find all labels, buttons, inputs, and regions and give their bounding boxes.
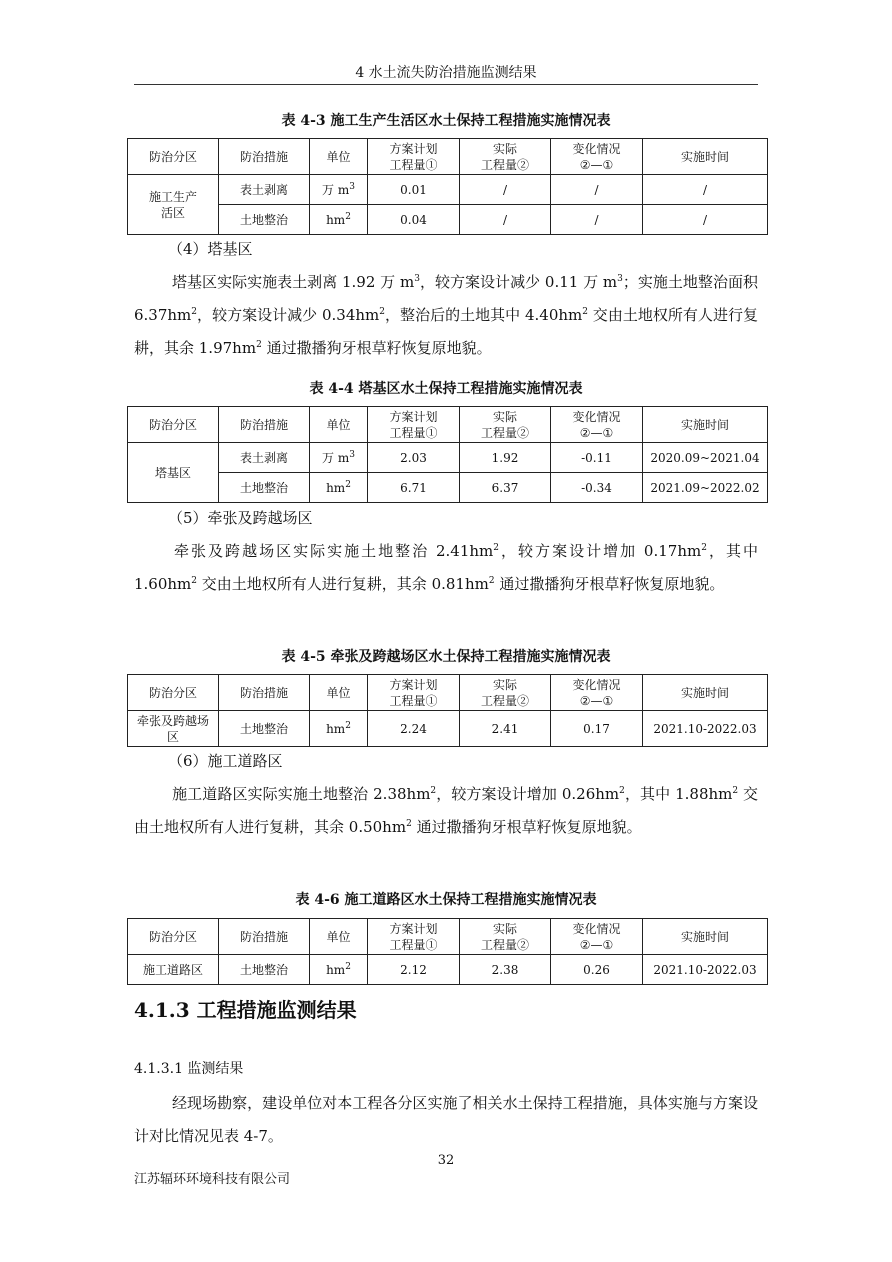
col-header: 实际 工程量②: [460, 919, 551, 955]
change-cell: -0.34: [551, 473, 643, 503]
measure-cell: 表土剥离: [219, 175, 310, 205]
col-header: 变化情况 ②—①: [551, 919, 643, 955]
planned-cell: 2.24: [368, 711, 460, 747]
change-cell: /: [551, 205, 643, 235]
col-header: 防治措施: [219, 139, 310, 175]
col-header: 防治措施: [219, 675, 310, 711]
planned-cell: 0.04: [368, 205, 460, 235]
planned-cell: 6.71: [368, 473, 460, 503]
col-header: 防治分区: [128, 919, 219, 955]
subsection-title: 4.1.3.1 监测结果: [134, 1061, 244, 1077]
table-row: [128, 443, 768, 473]
table-header-row: [128, 139, 768, 175]
time-cell: 2021.10-2022.03: [643, 955, 768, 985]
actual-cell: 2.38: [460, 955, 551, 985]
planned-cell: 2.12: [368, 955, 460, 985]
table-row: [128, 205, 768, 235]
section-6-heading: （6）施工道路区: [168, 752, 283, 770]
col-header: 实施时间: [643, 139, 768, 175]
table-row: [128, 955, 768, 985]
col-header: 实施时间: [643, 407, 768, 443]
col-header: 防治分区: [128, 139, 219, 175]
table-4-3-caption: 表 4-3 施工生产生活区水土保持工程措施实施情况表: [281, 113, 611, 129]
col-header: 防治措施: [219, 407, 310, 443]
col-header: 单位: [310, 675, 368, 711]
col-header: 方案计划 工程量①: [368, 407, 460, 443]
unit-cell: $hm^2$: [310, 711, 368, 747]
measure-cell: 土地整治: [219, 711, 310, 747]
time-cell: 2020.09~2021.04: [643, 443, 768, 473]
time-cell: /: [643, 175, 768, 205]
unit-cell: 万 $m^3$: [310, 175, 368, 205]
change-cell: -0.11: [551, 443, 643, 473]
table-row: [128, 711, 768, 747]
col-header: 变化情况 ②—①: [551, 407, 643, 443]
col-header: 单位: [310, 139, 368, 175]
section-4-paragraph: 塔基区实际实施表土剥离 1.92 万 $m^3$，较方案设计减少 0.11 万 $m^3$；实施土地整治面积 $6.37hm^2$，较方案设计减少 $0.34hm^2$，整治后的土地其中 $4.40hm^2$ 交由土地权所有人进行复耕，其余 $1.97hm^2$ 通过撒播狗牙根草籽恢复原地貌。: [134, 273, 758, 357]
measure-cell: 土地整治: [219, 955, 310, 985]
table-4-6-caption: 表 4-6 施工道路区水土保持工程措施实施情况表: [295, 892, 597, 908]
page-number: 32: [437, 1153, 455, 1168]
time-cell: 2021.10-2022.03: [643, 711, 768, 747]
change-cell: 0.17: [551, 711, 643, 747]
table-row: [128, 473, 768, 503]
zone-cell: 牵张及跨越场 区: [128, 711, 219, 747]
planned-cell: 2.03: [368, 443, 460, 473]
col-header: 方案计划 工程量①: [368, 675, 460, 711]
table-header-row: [128, 919, 768, 955]
zone-cell: 施工道路区: [128, 955, 219, 985]
col-header: 实际 工程量②: [460, 407, 551, 443]
time-cell: 2021.09~2022.02: [643, 473, 768, 503]
unit-cell: $hm^2$: [310, 205, 368, 235]
table-4-4-caption: 表 4-4 塔基区水土保持工程措施实施情况表: [309, 381, 583, 397]
final-paragraph: 经现场勘察，建设单位对本工程各分区实施了相关水土保持工程措施，具体实施与方案设计对比情况见表 4-7。: [134, 1094, 758, 1145]
col-header: 单位: [310, 407, 368, 443]
col-header: 实际 工程量②: [460, 139, 551, 175]
table-header-row: [128, 407, 768, 443]
table-header-row: [128, 675, 768, 711]
col-header: 变化情况 ②—①: [551, 675, 643, 711]
unit-cell: $hm^2$: [310, 473, 368, 503]
actual-cell: /: [460, 205, 551, 235]
col-header: 单位: [310, 919, 368, 955]
section-6-paragraph: 施工道路区实际实施土地整治 $2.38hm^2$，较方案设计增加 $0.26hm^2$，其中 $1.88hm^2$ 交由土地权所有人进行复耕，其余 $0.50hm^2$ 通过撒播狗牙根草籽恢复原地貌。: [134, 785, 758, 836]
actual-cell: 6.37: [460, 473, 551, 503]
measure-cell: 表土剥离: [219, 443, 310, 473]
time-cell: /: [643, 205, 768, 235]
planned-cell: 0.01: [368, 175, 460, 205]
col-header: 方案计划 工程量①: [368, 919, 460, 955]
actual-cell: 2.41: [460, 711, 551, 747]
col-header: 实施时间: [643, 919, 768, 955]
section-title: 4.1.3 工程措施监测结果: [134, 998, 357, 1022]
company-name: 江苏辐环环境科技有限公司: [134, 1172, 291, 1187]
col-header: 实际 工程量②: [460, 675, 551, 711]
section-4-heading: （4）塔基区: [168, 240, 253, 258]
actual-cell: /: [460, 175, 551, 205]
measure-cell: 土地整治: [219, 205, 310, 235]
section-5-paragraph: 牵张及跨越场区实际实施土地整治 $2.41hm^2$，较方案设计增加 $0.17hm^2$，其中 $1.60hm^2$ 交由土地权所有人进行复耕，其余 $0.81hm^2$ 通过撒播狗牙根草籽恢复原地貌。: [134, 542, 758, 593]
table-4-5-caption: 表 4-5 牵张及跨越场区水土保持工程措施实施情况表: [281, 649, 611, 665]
table-row: [128, 175, 768, 205]
actual-cell: 1.92: [460, 443, 551, 473]
col-header: 防治分区: [128, 407, 219, 443]
table-4-5: [127, 674, 768, 747]
col-header: 实施时间: [643, 675, 768, 711]
change-cell: 0.26: [551, 955, 643, 985]
col-header: 防治分区: [128, 675, 219, 711]
col-header: 防治措施: [219, 919, 310, 955]
section-5-heading: （5）牵张及跨越场区: [168, 509, 313, 527]
unit-cell: 万 $m^3$: [310, 443, 368, 473]
table-4-4: [127, 406, 768, 503]
change-cell: /: [551, 175, 643, 205]
unit-cell: $hm^2$: [310, 955, 368, 985]
page-header: 4 水土流失防治措施监测结果: [355, 65, 537, 81]
table-4-6: [127, 918, 768, 985]
table-4-3: [127, 138, 768, 235]
col-header: 方案计划 工程量①: [368, 139, 460, 175]
col-header: 变化情况 ②—①: [551, 139, 643, 175]
measure-cell: 土地整治: [219, 473, 310, 503]
zone-cell: 塔基区: [128, 443, 219, 503]
header-rule: [134, 84, 758, 85]
zone-cell: 施工生产 活区: [128, 175, 219, 235]
